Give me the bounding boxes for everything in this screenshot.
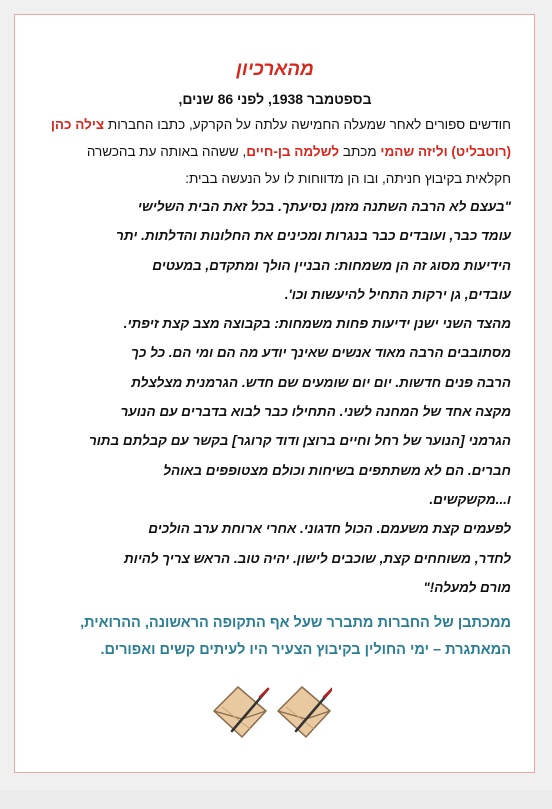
letter-line: עומד כבר, ועובדים כבר בנגרות ומכינים את החלונות והדלתות. יתר xyxy=(116,228,511,244)
letter-line: הידיעות מסוג זה הן משמחות: הבניין הולך ומתקדם, במעטים xyxy=(152,257,511,273)
letter-line: חברים. הם לא משתתפים בשיחות וכולם מצטופפים באוהל xyxy=(163,462,511,478)
letter-line: הגרמני [הנוער של רחל וחיים ברוצן ודוד קרוגר] בקשר עם קבלתם בתור xyxy=(88,433,511,449)
recipient-name: לשלמה בן-חיים xyxy=(246,144,340,159)
decoration-envelopes xyxy=(210,681,332,743)
letter-line: הרבה פנים חדשות. יום יום שומעים שם חדש. הגרמנית מצלצלת xyxy=(131,374,511,390)
intro-text-mid: מכתב xyxy=(339,144,381,159)
intro-text-end: , ששהה באותה עת בהכשרה חקלאית בקיבוץ חניתה, ובו הן מדווחות לו על הנעשה בבית: xyxy=(86,144,511,186)
page-footer-strip xyxy=(0,790,552,809)
letter-line: מקצה אחד של המחנה לשני. התחילו כבר לבוא בדברים עם הנוער xyxy=(120,404,511,420)
letter-line: מסתובבים הרבה מאוד אנשים שאינך יודע מה הם ומי הם. כל כך xyxy=(131,345,511,361)
document-page xyxy=(14,14,535,773)
closing-note: ממכתבן של החברות מתברר שעל אף התקופה הראשונה, ההרואית, המאתגרת – ימי החולין בקיבוץ הצעיר היו לעיתים קשים ואפורים. xyxy=(80,615,511,659)
letter-line: לפעמים קצת משעמם. הכול חדגוני. אחרי ארוחת ערב הולכים xyxy=(148,521,511,537)
letter-line: לחדר, משוחחים קצת, שוכבים לישון. יהיה טוב. הראש צריך להיות xyxy=(123,550,511,566)
article xyxy=(39,57,511,664)
intro-paragraph xyxy=(39,111,511,192)
letter-line: עובדים, גן ירקות התחיל להיעשות וכו'. xyxy=(284,286,511,302)
article-title: מהארכיון xyxy=(236,59,314,80)
letter-quote xyxy=(39,192,511,602)
intro-text-start: חודשים ספורים לאחר שמעלה החמישה עלתה על הקרקע, כתבו החברות xyxy=(107,117,511,132)
letter-line: מהצד השני ישנן ידיעות פחות משמחות: בקבוצה מצב קצת זיפתי. xyxy=(123,316,511,332)
envelope-with-quill-icon xyxy=(210,681,332,743)
envelope-with-quill-icon xyxy=(214,687,268,737)
letter-line: מורם למעלה!" xyxy=(423,579,511,595)
writers-names: צילה כהן (רוטבליט) וליזה שהמי xyxy=(50,117,511,159)
envelope-with-quill-icon xyxy=(278,687,332,737)
letter-line: "בעצם לא הרבה השתנה מזמן נסיעתך. בכל זאת הבית השלישי xyxy=(137,199,511,214)
letter-line: ו...מקשקשים. xyxy=(429,491,511,507)
date-line: בספטמבר 1938, לפני 86 שנים, xyxy=(178,91,372,107)
